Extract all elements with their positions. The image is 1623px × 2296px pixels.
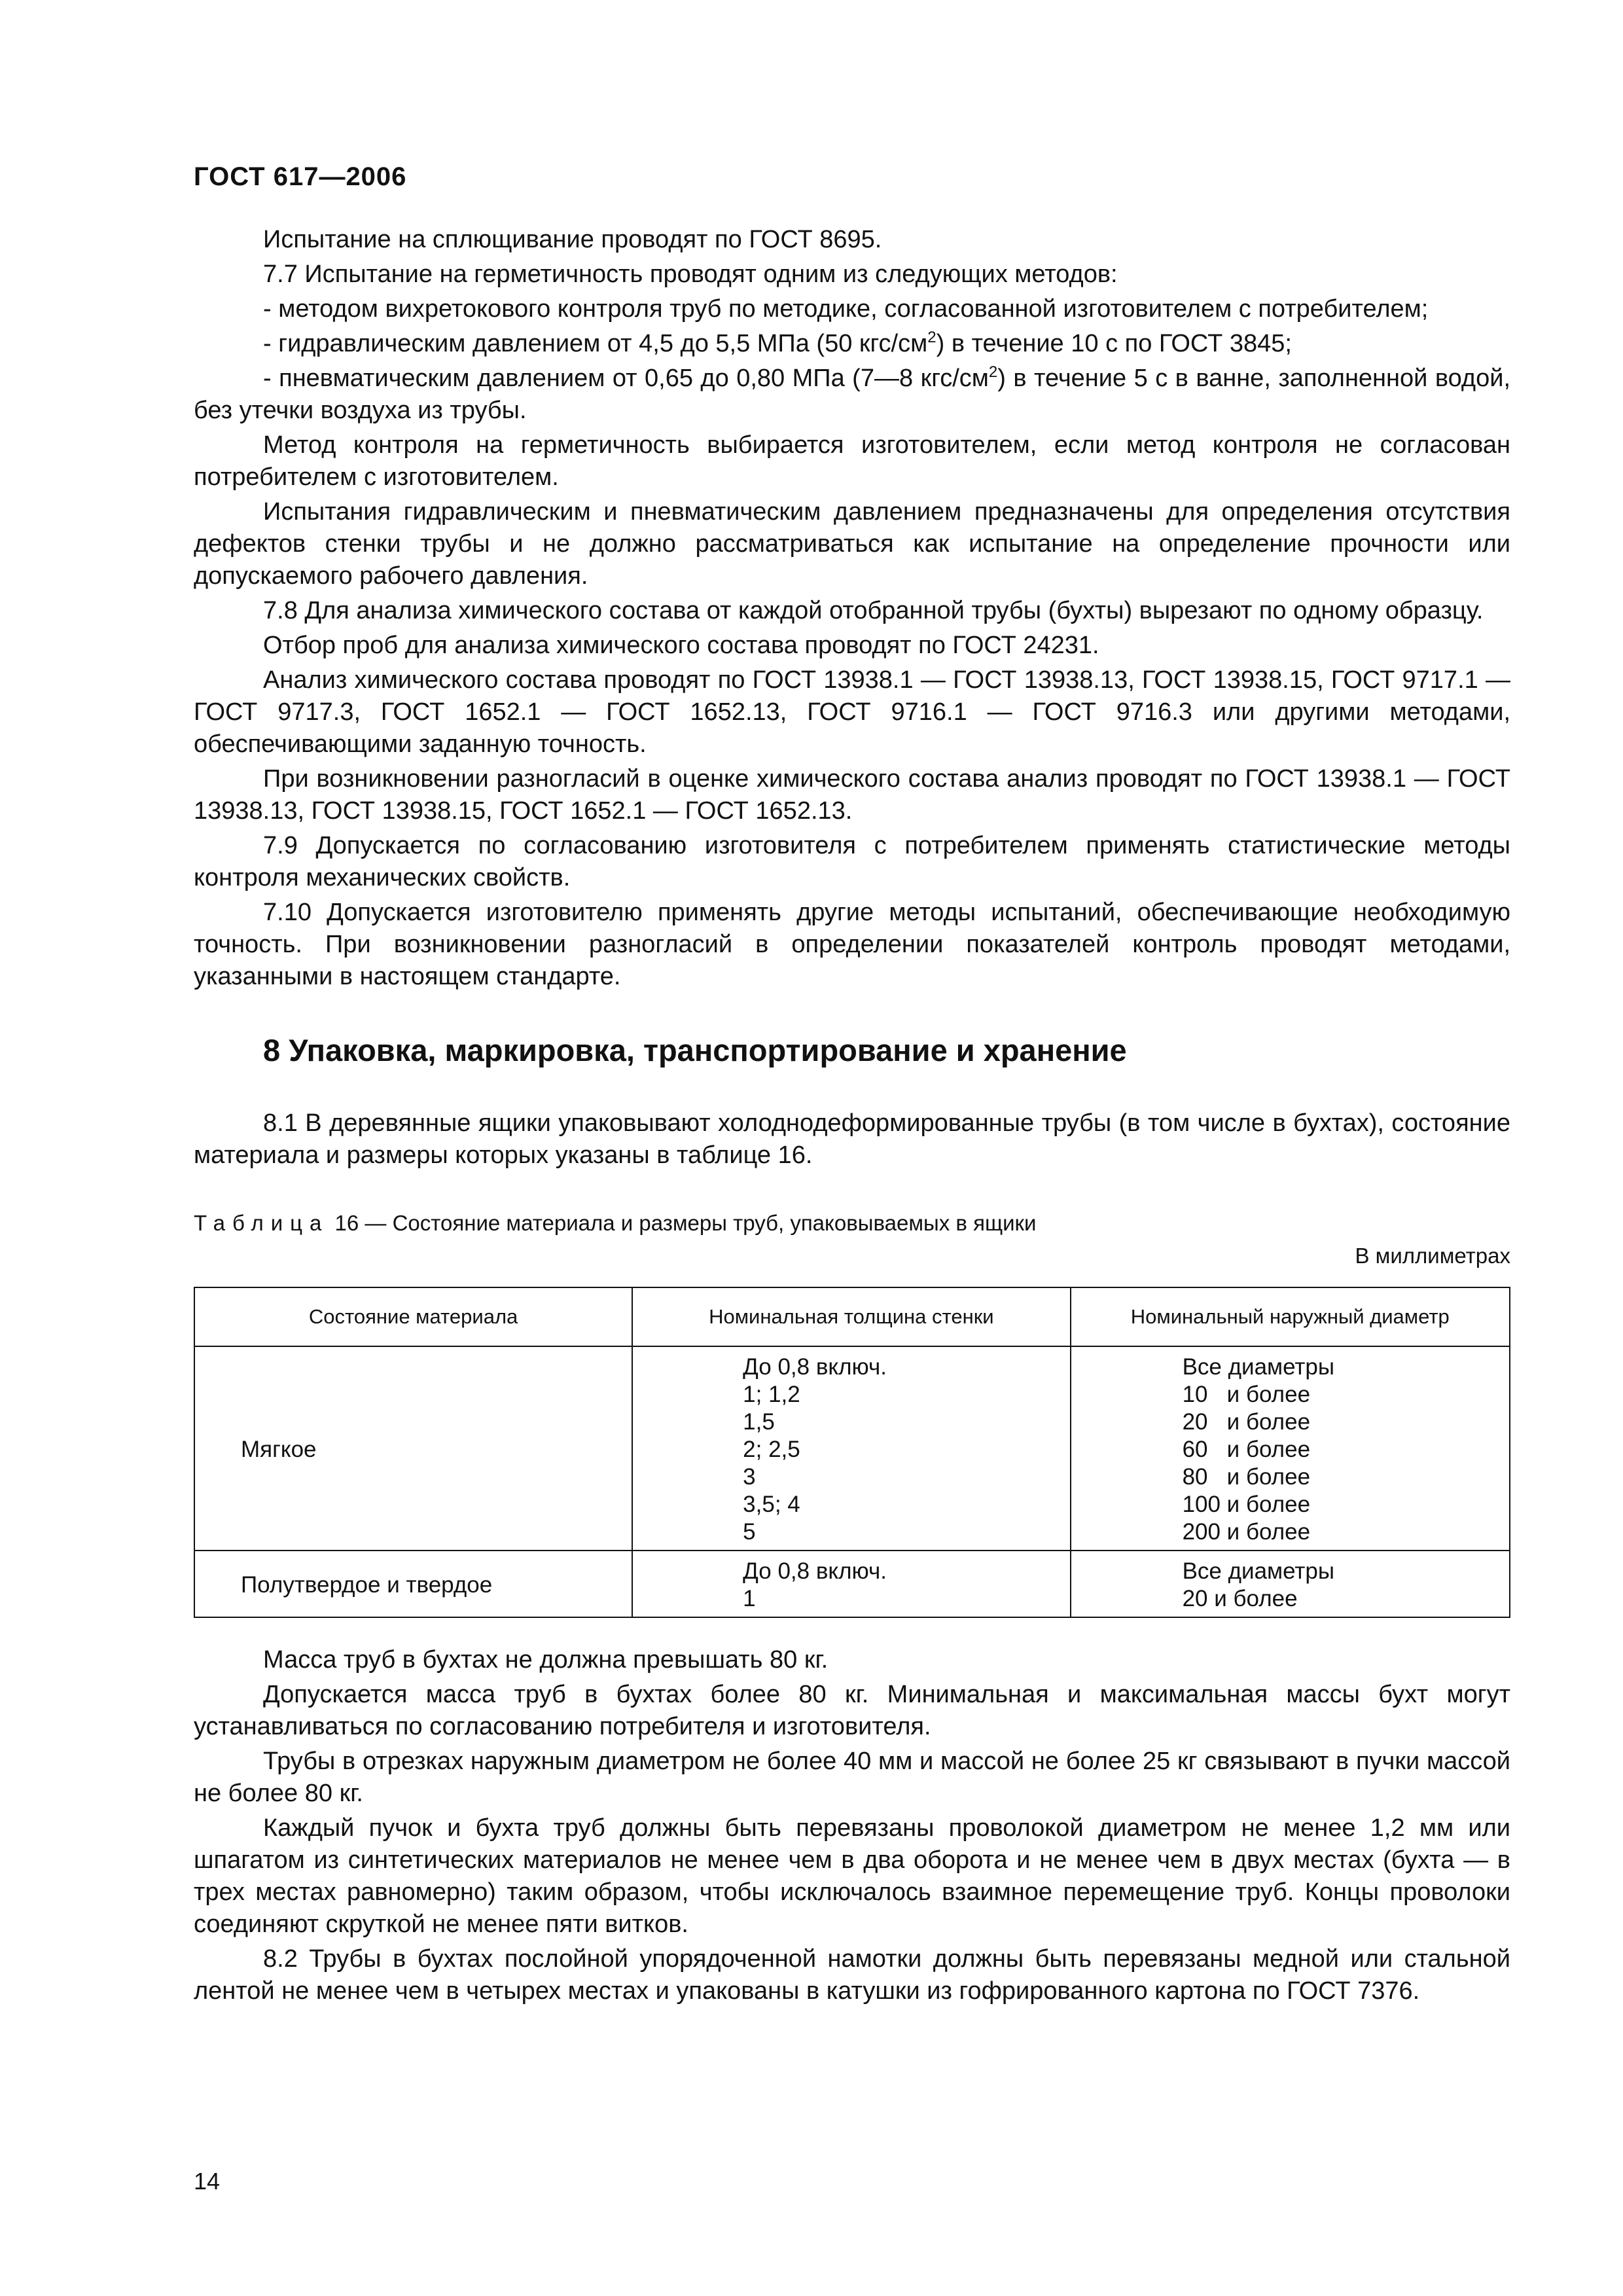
pneumatic-superscript: 2: [988, 363, 998, 381]
paragraph-8-2: 8.2 Трубы в бухтах послойной упорядоченной намотки должны быть перевязаны медной или стальной лентой не менее чем в четырех местах и упакованы в катушки из гофрированного картона по ГОСТ 7376.: [194, 1945, 1510, 2005]
table-units-note: В миллиметрах: [1355, 1244, 1510, 1268]
hydraulic-text-after: ) в течение 10 с по ГОСТ 3845;: [936, 330, 1292, 357]
after-table-block: [194, 1644, 1510, 2007]
outer-diameter-cell: [1071, 1551, 1510, 1617]
diameter-value: 80 и более: [1182, 1464, 1311, 1490]
table-16: [194, 1287, 1510, 1618]
thickness-value: 1,5: [743, 1409, 775, 1435]
hydraulic-text-before: - гидравлическим давлением от 4,5 до 5,5 МПа (50 кгс/см: [263, 330, 928, 357]
section-8-heading: 8 Упаковка, маркировка, транспортирование и хранение: [263, 1033, 1127, 1067]
table-row: [194, 1551, 1510, 1617]
wall-thickness-cell: [632, 1346, 1070, 1551]
paragraph-flattening-test: Испытание на сплющивание проводят по ГОСТ 8695.: [263, 226, 882, 253]
paragraph-hydraulic-method: [194, 328, 1510, 360]
table-16-caption: [194, 1211, 1510, 1236]
thickness-value: 5: [743, 1519, 756, 1545]
table-row: [194, 1346, 1510, 1551]
paragraph-8-1: 8.1 В деревянные ящики упаковывают холоднодеформированные трубы (в том числе в бухтах), состояние материала и размеры которых указаны в таблице 16.: [194, 1109, 1510, 1169]
column-header-outer-diameter: Номинальный наружный диаметр: [1071, 1287, 1510, 1346]
column-header-wall-thickness: Номинальная толщина стенки: [632, 1287, 1070, 1346]
page-number: 14: [194, 2168, 221, 2195]
diameter-value: 200 и более: [1182, 1519, 1311, 1545]
material-state-cell: Полутвердое и твердое: [194, 1551, 632, 1617]
diameter-value: 20 и более: [1182, 1586, 1298, 1611]
pneumatic-text-before: - пневматическим давлением от 0,65 до 0,80 МПа (7—8 кгс/см: [263, 365, 989, 392]
paragraph-tying: Каждый пучок и бухта труб должны быть перевязаны проволокой диаметром не менее 1,2 мм или шпагатом из синтетических материалов не менее чем в два оборота и не менее чем в двух местах (бухта — в трех местах равномерно) таким образом, чтобы исключалось взаимное перемещение труб. Концы проволоки соединяют скруткой не менее пяти витков.: [194, 1814, 1510, 1938]
pneumatic-text-after: ) в течение 5 с в ванне, заполненной водой, без утечки воздуха из трубы.: [194, 365, 1510, 424]
thickness-value: 1; 1,2: [743, 1382, 800, 1407]
hydraulic-superscript: 2: [927, 329, 936, 346]
thickness-value: До 0,8 включ.: [743, 1558, 887, 1584]
wall-thickness-cell: [632, 1551, 1070, 1617]
paragraph-pneumatic-method: [194, 363, 1510, 427]
thickness-value: 2; 2,5: [743, 1437, 800, 1462]
paragraph-sampling: Отбор проб для анализа химического состава проводят по ГОСТ 24231.: [263, 632, 1099, 659]
paragraph-7-8: 7.8 Для анализа химического состава от каждой отобранной трубы (бухты) вырезают по одному образцу.: [263, 597, 1484, 624]
paragraph-7-7: 7.7 Испытание на герметичность проводят одним из следующих методов:: [263, 260, 1118, 288]
thickness-value: 1: [743, 1586, 756, 1611]
table-header-row: [194, 1287, 1510, 1346]
paragraph-eddy-current-method: - методом вихретокового контроля труб по методике, согласованной изготовителем с потребителем;: [263, 295, 1429, 323]
outer-diameter-cell: [1071, 1346, 1510, 1551]
document-code-header: ГОСТ 617—2006: [194, 162, 407, 191]
paragraph-method-selection: Метод контроля на герметичность выбирается изготовителем, если метод контроля не согласован потребителем с изготовителем.: [194, 431, 1510, 491]
diameter-value: Все диаметры: [1182, 1354, 1335, 1380]
diameter-value: 100 и более: [1182, 1492, 1311, 1517]
diameter-value: 20 и более: [1182, 1409, 1311, 1435]
paragraph-disagreements: При возникновении разногласий в оценке химического состава анализ проводят по ГОСТ 13938.1 — ГОСТ 13938.13, ГОСТ 13938.15, ГОСТ 1652.1 — ГОСТ 1652.13.: [194, 765, 1510, 825]
diameter-value: 10 и более: [1182, 1382, 1311, 1407]
page-content: [194, 224, 1510, 2010]
thickness-value: До 0,8 включ.: [743, 1354, 887, 1380]
paragraph-coil-mass-limit: Масса труб в бухтах не должна превышать 80 кг.: [263, 1646, 829, 1674]
paragraph-7-9: 7.9 Допускается по согласованию изготовителя с потребителем применять статистические методы контроля механических свойств.: [194, 832, 1510, 891]
column-header-material-state: Состояние материала: [194, 1287, 632, 1346]
paragraph-coil-mass-agreement: Допускается масса труб в бухтах более 80 кг. Минимальная и максимальная массы бухт могут устанавливаться по согласованию потребителя и изготовителя.: [194, 1681, 1510, 1740]
paragraph-bundles: Трубы в отрезках наружным диаметром не более 40 мм и массой не более 25 кг связывают в пучки массой не более 80 кг.: [194, 1748, 1510, 1807]
thickness-value: 3,5; 4: [743, 1492, 800, 1517]
paragraph-chemical-analysis: Анализ химического состава проводят по ГОСТ 13938.1 — ГОСТ 13938.13, ГОСТ 13938.15, ГОСТ 9717.1 — ГОСТ 9717.3, ГОСТ 1652.1 — ГОСТ 1652.13, ГОСТ 9716.1 — ГОСТ 9716.3 или другими методами, обеспечивающими заданную точность.: [194, 666, 1510, 758]
paragraph-7-10: 7.10 Допускается изготовителю применять другие методы испытаний, обеспечивающие необходимую точность. При возникновении разногласий в определении показателей контроль проводят методами, указанными в настоящем стандарте.: [194, 899, 1510, 990]
thickness-value: 3: [743, 1464, 756, 1490]
diameter-value: 60 и более: [1182, 1437, 1311, 1462]
diameter-value: Все диаметры: [1182, 1558, 1335, 1584]
material-state-cell: Мягкое: [194, 1346, 632, 1551]
paragraph-pressure-tests-purpose: Испытания гидравлическим и пневматическим давлением предназначены для определения отсутствия дефектов стенки трубы и не должно рассматриваться как испытание на определение прочности или допускаемого рабочего давления.: [194, 498, 1510, 590]
table-caption-text: 16 — Состояние материала и размеры труб, упаковываемых в ящики: [329, 1211, 1037, 1235]
table-caption-label: Таблица: [194, 1211, 329, 1235]
